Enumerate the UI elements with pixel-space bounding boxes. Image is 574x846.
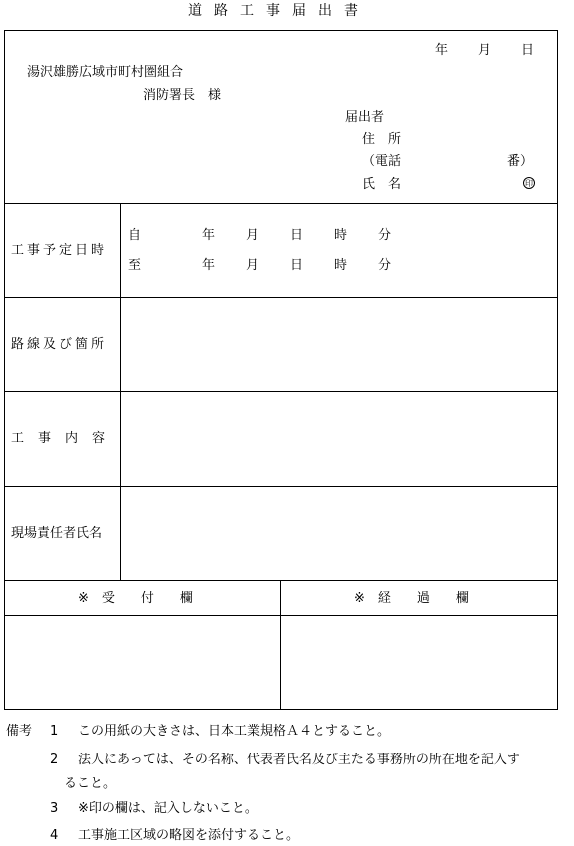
row-divider-6 bbox=[4, 615, 558, 616]
row-divider-4 bbox=[4, 486, 558, 487]
document-title: 道路工事届出書 bbox=[188, 3, 370, 19]
row-divider-5 bbox=[4, 580, 558, 581]
date-day: 日 bbox=[521, 43, 535, 58]
schedule-to-label: 至 bbox=[128, 258, 142, 273]
content-field[interactable] bbox=[122, 393, 556, 485]
supervisor-label: 現場責任者氏名 bbox=[11, 526, 103, 541]
addressee-person: 消防署長 様 bbox=[143, 88, 222, 103]
note-3-number: 3 bbox=[50, 801, 59, 816]
note-1-number: 1 bbox=[50, 724, 59, 739]
row-divider-3 bbox=[4, 391, 558, 392]
schedule-to-year: 年 bbox=[202, 258, 216, 273]
schedule-from-day: 日 bbox=[290, 228, 304, 243]
note-1-text: この用紙の大きさは、日本工業規格Ａ４とすること。 bbox=[78, 724, 391, 739]
content-label: 工事内容 bbox=[11, 431, 120, 446]
frame-bottom bbox=[4, 709, 558, 710]
name-label: 氏 名 bbox=[362, 177, 402, 192]
note-4-number: 4 bbox=[50, 828, 59, 843]
frame-left bbox=[4, 30, 5, 710]
route-label: 路線及び箇所 bbox=[11, 337, 108, 352]
schedule-from-label: 自 bbox=[128, 228, 142, 243]
phone-close: 番） bbox=[507, 154, 534, 169]
address-label: 住 所 bbox=[362, 132, 402, 147]
schedule-to-day: 日 bbox=[290, 258, 304, 273]
addressee-organization: 湯沢雄勝広域市町村圏組合 bbox=[27, 65, 184, 80]
schedule-from-hour: 時 bbox=[334, 228, 348, 243]
schedule-from-year: 年 bbox=[202, 228, 216, 243]
note-3-text: ※印の欄は、記入しないこと。 bbox=[78, 801, 258, 816]
date-month: 月 bbox=[478, 43, 492, 58]
notes-heading: 備考 bbox=[6, 724, 33, 739]
reception-column-divider bbox=[280, 580, 281, 710]
phone-open: （電話 bbox=[362, 154, 402, 169]
note-2-text: 法人にあっては、その名称、代表者氏名及び主たる事務所の所在地を記入す bbox=[78, 753, 520, 766]
schedule-from-month: 月 bbox=[246, 228, 260, 243]
frame-top bbox=[4, 30, 558, 31]
applicant-label: 届出者 bbox=[345, 110, 385, 125]
progress-column-header: ※ 経 過 欄 bbox=[354, 591, 469, 606]
schedule-to-month: 月 bbox=[246, 258, 260, 273]
schedule-to-minute: 分 bbox=[378, 258, 392, 273]
date-year: 年 bbox=[435, 43, 449, 58]
route-field[interactable] bbox=[122, 299, 556, 390]
seal-mark-icon: 印 bbox=[525, 179, 533, 188]
supervisor-field[interactable] bbox=[122, 488, 556, 579]
schedule-to-hour: 時 bbox=[334, 258, 348, 273]
schedule-label: 工事予定日時 bbox=[11, 243, 108, 258]
note-2-text-continued: ること。 bbox=[64, 776, 117, 791]
schedule-from-minute: 分 bbox=[378, 228, 392, 243]
frame-right bbox=[557, 30, 558, 710]
row-divider-2 bbox=[4, 297, 558, 298]
label-column-divider bbox=[120, 203, 121, 581]
note-2-number: 2 bbox=[50, 752, 59, 767]
note-4-text: 工事施工区域の略図を添付すること。 bbox=[78, 828, 300, 843]
receipt-column-header: ※ 受 付 欄 bbox=[78, 591, 193, 606]
row-divider-1 bbox=[4, 203, 558, 204]
